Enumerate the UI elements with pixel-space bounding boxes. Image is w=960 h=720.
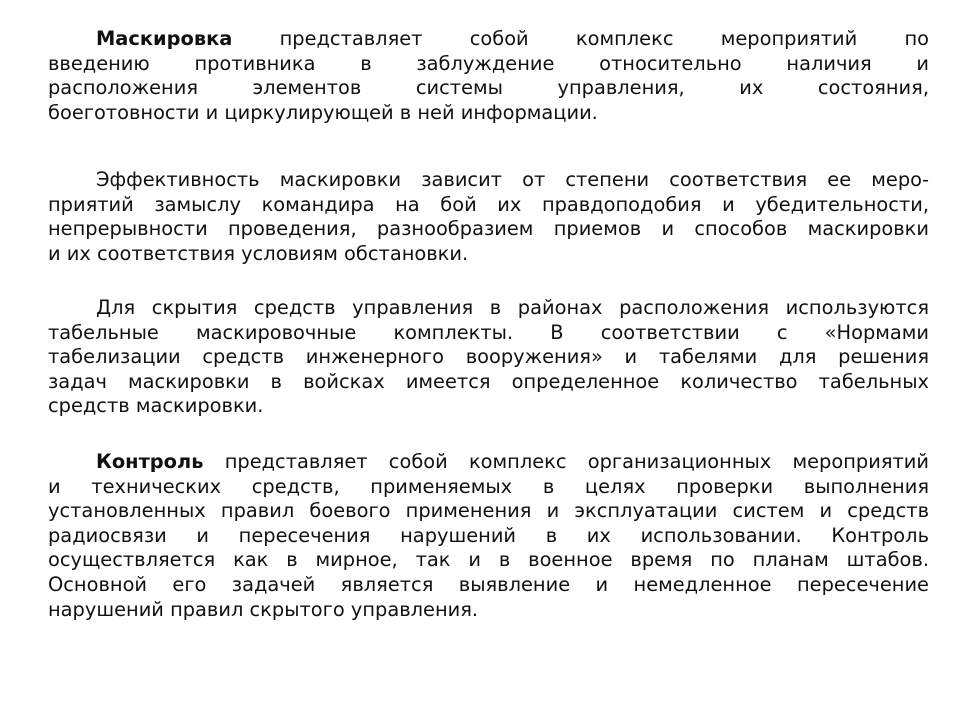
paragraph-masking-effectiveness (48, 168, 929, 266)
text-line: Маскировка представляет собой комплекс мероприятий по (96, 27, 929, 50)
text-line: радиосвязи и пересечения нарушений в их использовании. Контроль (48, 523, 929, 547)
text-line: приятий замыслу командира на бой их правдоподобия и убедительности, (48, 192, 929, 216)
text-line: и их соответствия условиям обстановки. (48, 241, 469, 265)
term-masking: Маскировка (96, 27, 233, 50)
text-line: средств маскировки. (48, 394, 264, 418)
text-line: табелизации средств инженерного вооружения» и табелями для решения (48, 345, 929, 369)
text-line: нарушений правил скрытого управления. (48, 597, 479, 621)
text-line: Эффективность маскировки зависит от степени соответствия ее меро- (96, 168, 929, 191)
term-control: Контроль (96, 450, 204, 473)
text-line: Контроль представляет собой комплекс организационных мероприятий (96, 450, 929, 473)
text-line: Основной его задачей является выявление и немедленное пересечение (48, 572, 929, 596)
text-line: боеготовности и циркулирующей в ней информации. (48, 100, 598, 124)
paragraph-masking-definition (48, 27, 929, 125)
text-line: введению противника в заблуждение относительно наличия и (48, 51, 929, 75)
text-line: непрерывности проведения, разнообразием приемов и способов маскировки (48, 217, 929, 241)
text-line: и технических средств, применяемых в целях проверки выполнения (48, 474, 929, 498)
text-line: расположения элементов системы управления, их состояния, (48, 76, 929, 100)
text-line: Для скрытия средств управления в районах расположения используются (96, 296, 929, 319)
text-line: осуществляется как в мирное, так и в военное время по планам штабов. (48, 548, 929, 572)
paragraph-masking-means (48, 296, 929, 419)
text-line: табельные маскировочные комплекты. В соответствии с «Нормами (48, 320, 929, 344)
text-line: задач маскировки в войсках имеется определенное количество табельных (48, 369, 929, 393)
paragraph-control-definition (48, 450, 929, 622)
text-line: установленных правил боевого применения и эксплуатации систем и средств (48, 499, 929, 523)
